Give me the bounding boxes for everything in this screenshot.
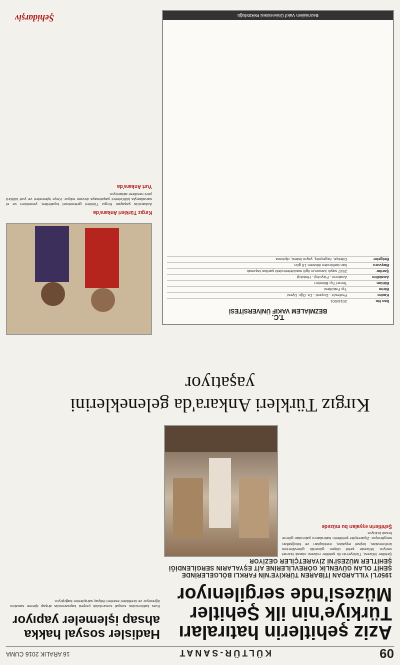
publication-date: 16 ARALIK 2016 CUMA — [6, 650, 70, 657]
row-value: Anatomi - Fizyoloji - Histoloji — [296, 275, 347, 280]
kirgiz-photo-drawing — [6, 223, 151, 334]
article-headline: Aziz şehitlerin hatıraları Türkiye'nin ilk Şehitler Müzesi'nde sergilenıyor — [177, 583, 392, 642]
row-key: Belgeler — [373, 257, 389, 262]
row-value: Dilekçe, özgeçmiş, yayın listesi, diploma — [275, 257, 347, 262]
page-number: 09 — [379, 646, 394, 661]
table-row — [167, 256, 389, 262]
table-row — [167, 298, 389, 304]
row-value: 2547 sayılı kanunun ilgili maddelerindeki şartları taşımak — [246, 269, 347, 274]
announcement-table — [167, 256, 389, 304]
brand-logo: Şehidarşiv — [14, 13, 54, 23]
table-row — [167, 286, 389, 292]
row-key: Başvuru — [372, 263, 389, 268]
museum-photo — [164, 425, 278, 557]
article2-body: Kırgız Türkleri Ankara'da Ankara'da yaşayan Kırgız Türkleri geleneksel kıyafetleri, yemekleri ve el sanatlarıyla kültürlerini yaşatmaya devam ediyor. Keçe işlemeleri ve yurt kültürü yeni nesillere aktarılıyor. Yurt Ankara'da — [6, 183, 152, 215]
masthead — [6, 646, 394, 660]
row-value: Tıp Fakültesi — [324, 287, 347, 292]
article-deck: 1950'Lİ YILLARDAN İTİBAREN TÜRKİYE'NİN FARKLI BÖLGELERİNDE ŞEHİT OLAN GÜVENLİK GÖREVLİLERİNE AİT EŞYALARIN SERGİLENDİĞİ ŞEHİTLER MÜZESİ'Nİ ZİYARETÇİLER GEZİYOR — [168, 557, 392, 577]
row-key: Kadro — [377, 293, 389, 298]
article2-headline: Kırgız Türkleri Ankara'da geleneklerini yaşatıyor — [70, 372, 370, 415]
article-body-column: Şehitler Müzesi, Türkiye'nin ilk şehitler müzesi olarak hizmet veriyor. Müzede şehit düşen güvenlik görevlilerinin üniformaları, kişisel eşyaları, mektupları ve fotoğrafları sergileniyor. Ziyaretçiler şehitlerin hatıralarını yakından görme fırsatı buluyor. Şehitlerin eşyaları bu müzede — [282, 522, 392, 557]
article-subheading: Şehitlerin eşyaları bu müzede — [321, 522, 392, 529]
museum-photo-drawing — [164, 425, 277, 556]
row-value: Profesör - Doçent - Dr. Öğr. Üyesi — [287, 293, 347, 298]
table-row — [167, 262, 389, 268]
row-value: Temel Tıp Bilimleri — [314, 281, 347, 286]
sidebar-headline: Hadisler sosyal hakka ahsap işlemeler yapıyor — [12, 613, 160, 642]
row-value: İlan tarihinden itibaren 15 gün — [294, 263, 347, 268]
article2-subheading-1: Kırgız Türkleri Ankara'da — [93, 209, 152, 215]
row-key: İlan No — [375, 299, 389, 304]
row-value: 2016/001 — [330, 299, 347, 304]
table-row — [167, 280, 389, 286]
sidebar-body: Kurs katılımcıları sosyal sorumluluk projesi kapsamında ahşap işleme sanatını öğreniyor ve ürettikleri eserleri ihtiyaç sahiplerine bağışlıyor. — [10, 598, 160, 609]
table-row — [167, 292, 389, 298]
announcement-title: T.C. — [271, 313, 285, 320]
announcement-footer: Bezmialem Vakıf Üniversitesi Rektörlüğü — [163, 11, 393, 20]
announcement-subtitle: BEZMİALEM VAKIF ÜNİVERSİTESİ — [228, 307, 328, 313]
table-row — [167, 274, 389, 280]
article2-subheading-2: Yurt Ankara'da — [117, 183, 152, 190]
section-name: KÜLTÜR-SANAT — [177, 648, 272, 659]
row-key: Bölüm — [376, 281, 389, 286]
row-key: Anabilim — [372, 275, 389, 280]
row-key: Şartlar — [376, 269, 389, 274]
kirgiz-photo — [6, 223, 152, 335]
table-row — [167, 268, 389, 274]
announcement-box — [162, 10, 394, 325]
row-key: Birim — [378, 287, 389, 292]
